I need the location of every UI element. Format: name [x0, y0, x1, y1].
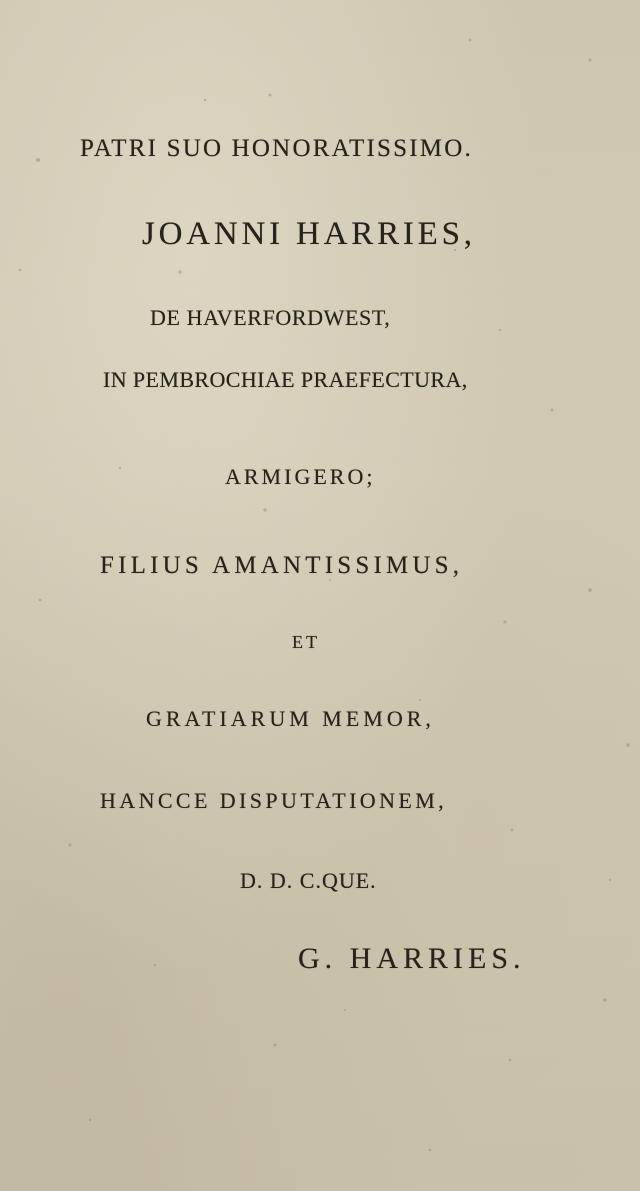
dedication-line-gratiarum: GRATIARUM MEMOR, — [146, 706, 435, 731]
dedication-line-filius: FILIUS AMANTISSIMUS, — [100, 552, 464, 579]
dedication-line-haverfordwest: DE HAVERFORDWEST, — [150, 305, 391, 330]
dedication-line-armigero: ARMIGERO; — [225, 464, 376, 489]
dedication-signature: G. HARRIES. — [298, 942, 526, 975]
dedication-line-pembrochiae: IN PEMBROCHIAE PRAEFECTURA, — [103, 367, 468, 392]
dedication-line-disputationem: HANCCE DISPUTATIONEM, — [100, 788, 448, 813]
dedication-line-et: ET — [292, 632, 320, 652]
dedication-line-ddcque: D. D. C.QUE. — [240, 868, 377, 893]
dedication-line-joanni-harries: JOANNI HARRIES, — [142, 216, 476, 252]
dedication-line-patri: PATRI SUO HONORATISSIMO. — [80, 135, 473, 162]
